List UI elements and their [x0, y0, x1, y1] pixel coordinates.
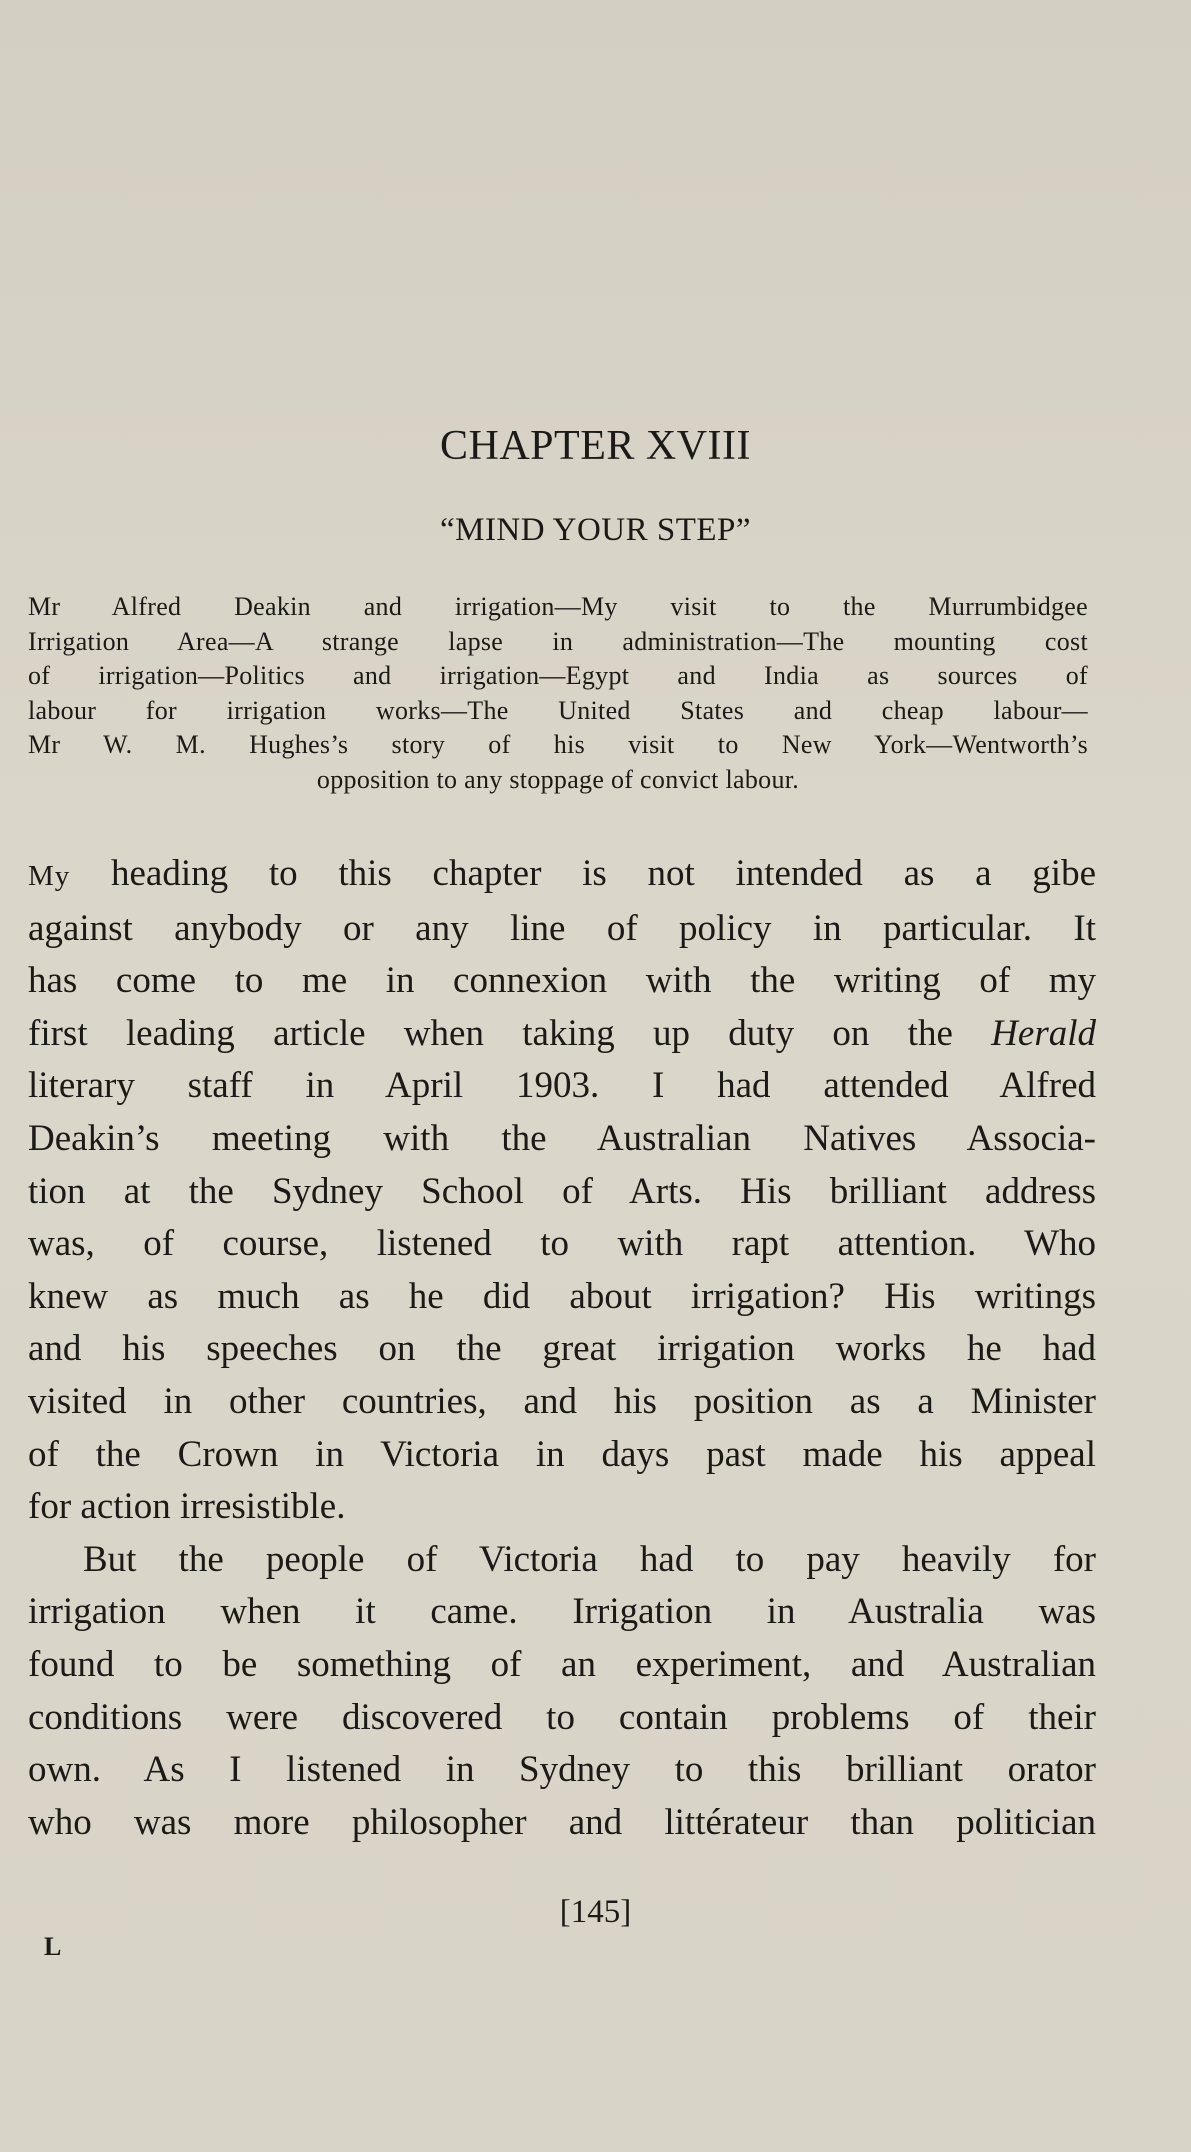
- paragraph-line: first leading article when taking up duty on the Herald: [28, 1012, 1096, 1054]
- signature-mark: L: [44, 1932, 62, 1961]
- herald-italic: Herald: [991, 1012, 1096, 1054]
- chapter-title: CHAPTER XVIII: [440, 423, 751, 469]
- chapter-synopsis: [28, 590, 1088, 797]
- paragraph-line: of the Crown in Victoria in days past made his appeal: [28, 1433, 1096, 1475]
- paragraph-line: irrigation when it came. Irrigation in Australia was: [28, 1591, 1096, 1633]
- paragraph-line: has come to me in connexion with the writing of my: [28, 960, 1096, 1002]
- paragraph-line: knew as much as he did about irrigation? His writings: [28, 1275, 1096, 1317]
- paragraph-line: visited in other countries, and his position as a Minister: [28, 1380, 1096, 1422]
- opening-small-caps: My: [28, 860, 71, 892]
- paragraph-line: who was more philosopher and littérateur than politician: [28, 1801, 1096, 1843]
- synopsis-line: Mr W. M. Hughes’s story of his visit to New York—Wentworth’s: [28, 730, 1088, 759]
- page-number: [145]: [559, 1894, 632, 1930]
- paragraph-line: conditions were discovered to contain problems of their: [28, 1696, 1096, 1738]
- paragraph-line: But the people of Victoria had to pay heavily for: [83, 1538, 1096, 1580]
- synopsis-line: opposition to any stoppage of convict labour.: [316, 764, 800, 794]
- paragraph-line: was, of course, listened to with rapt attention. Who: [28, 1223, 1096, 1265]
- paragraph-line: tion at the Sydney School of Arts. His brilliant address: [28, 1170, 1096, 1212]
- paragraph-line: against anybody or any line of policy in particular. It: [28, 907, 1096, 949]
- paragraph-line: My heading to this chapter is not intended as a gibe: [28, 853, 1096, 894]
- synopsis-line: of irrigation—Politics and irrigation—Egypt and India as sources of: [28, 661, 1088, 690]
- paragraph-line: and his speeches on the great irrigation works he had: [28, 1328, 1096, 1370]
- chapter-subtitle: “MIND YOUR STEP”: [439, 512, 752, 548]
- paragraph-line: for action irresistible.: [28, 1486, 346, 1528]
- paragraph-line: found to be something of an experiment, and Australian: [28, 1643, 1096, 1685]
- synopsis-line: Irrigation Area—A strange lapse in administration—The mounting cost: [28, 626, 1088, 656]
- paragraph-line: own. As I listened in Sydney to this brilliant orator: [28, 1749, 1096, 1791]
- paragraph-line: literary staff in April 1903. I had attended Alfred: [28, 1065, 1096, 1107]
- synopsis-line: Mr Alfred Deakin and irrigation—My visit to the Murrumbidgee: [28, 592, 1088, 621]
- synopsis-line: labour for irrigation works—The United States and cheap labour—: [28, 695, 1088, 725]
- body-text: [28, 848, 1096, 1849]
- paragraph-line: Deakin’s meeting with the Australian Natives Associa-: [28, 1117, 1096, 1159]
